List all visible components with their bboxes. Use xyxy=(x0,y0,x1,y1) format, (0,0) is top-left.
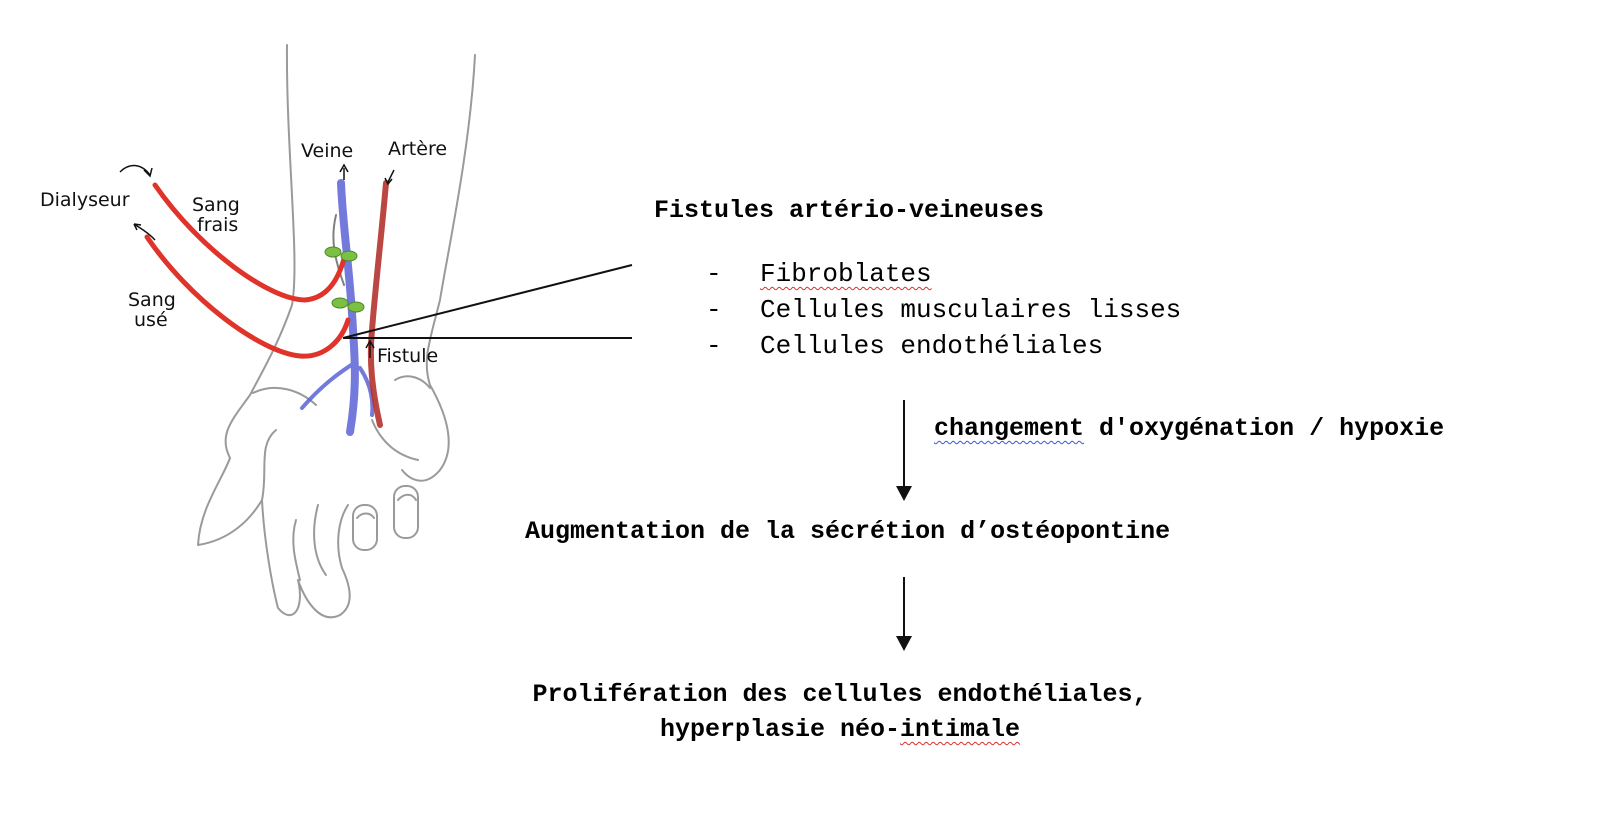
needles xyxy=(325,247,364,312)
list-dash: - xyxy=(706,331,722,361)
flow-arrow-2 xyxy=(896,577,912,651)
step-proliferation-line2-a: hyperplasie néo- xyxy=(659,715,900,744)
list-item xyxy=(706,328,1181,364)
list-item-text: Fibroblates xyxy=(760,259,932,289)
cell-list xyxy=(706,256,1181,364)
step-proliferation-line2-b: intimale xyxy=(900,715,1021,744)
zoom-lines xyxy=(343,265,632,338)
list-item xyxy=(706,292,1181,328)
label-veine: Veine xyxy=(301,140,354,162)
step-proliferation xyxy=(480,677,1200,747)
list-item-text: Cellules endothéliales xyxy=(760,331,1104,361)
label-sang-frais-2: frais xyxy=(197,214,239,236)
label-artere: Artère xyxy=(388,138,448,160)
list-item-text: Cellules musculaires lisses xyxy=(760,295,1182,325)
list-item xyxy=(706,256,1181,292)
step-proliferation-line2 xyxy=(480,712,1200,747)
flow-title: Fistules artério-veineuses xyxy=(654,196,1045,225)
artery xyxy=(371,183,386,425)
list-dash: - xyxy=(706,295,722,325)
trigger-word: changement xyxy=(934,414,1085,443)
label-sang-use-2: usé xyxy=(134,309,168,331)
label-sang-frais-1: Sang xyxy=(192,194,240,216)
label-sang-use-1: Sang xyxy=(128,289,176,311)
dialysis-tubes xyxy=(147,185,348,356)
trigger-label xyxy=(934,414,1444,443)
trigger-rest: d'oxygénation / hypoxie xyxy=(1084,414,1445,443)
label-dialyseur: Dialyseur xyxy=(40,189,130,211)
step-proliferation-line1: Prolifération des cellules endothéliales, xyxy=(532,680,1148,709)
step-osteopontin: Augmentation de la sécrétion d’ostéopontine xyxy=(525,517,1171,546)
label-fistule: Fistule xyxy=(377,345,439,367)
list-dash: - xyxy=(706,259,722,289)
flow-arrow-1 xyxy=(896,400,912,501)
